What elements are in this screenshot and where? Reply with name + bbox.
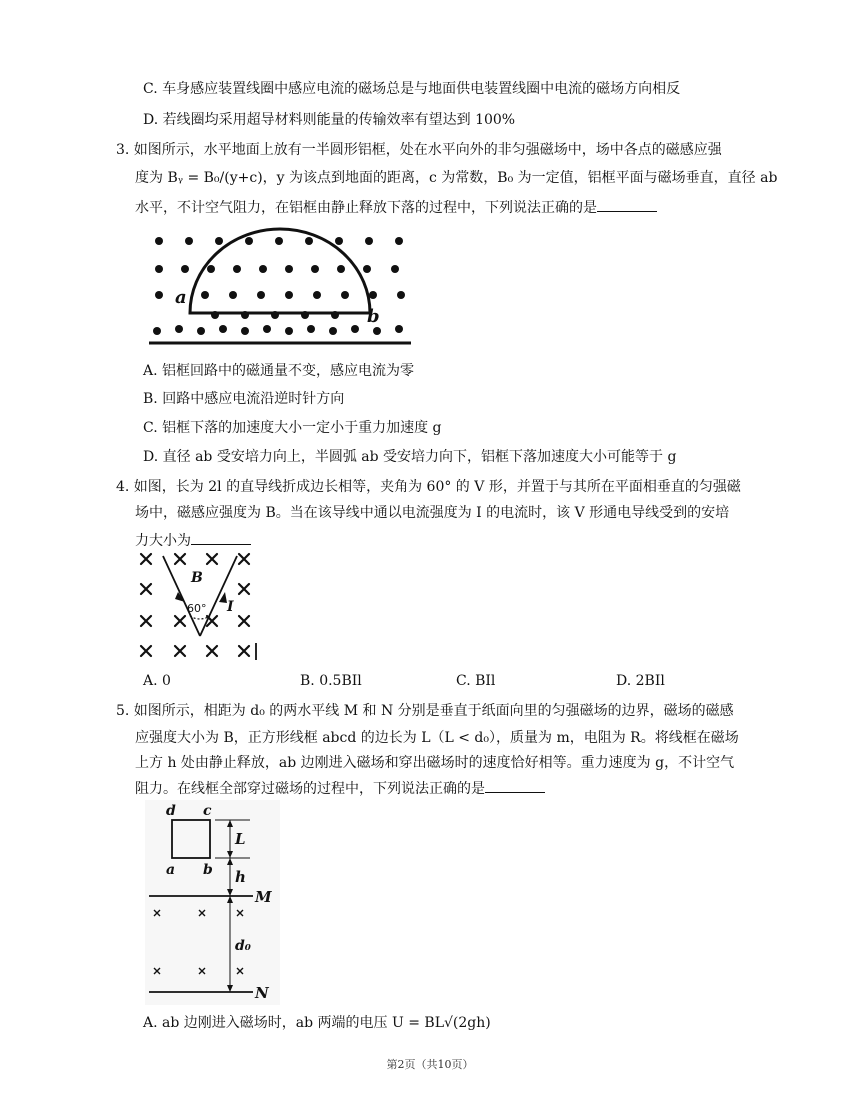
page-footer: 第2页（共10页）: [386, 1058, 474, 1071]
q3-option-a: A. 铝框回路中的磁通量不变，感应电流为零: [143, 363, 415, 379]
label-I: I: [227, 599, 234, 615]
q5-option-a: A. ab 边刚进入磁场时，ab 两端的电压 U = BL√(2gh): [143, 1015, 491, 1031]
q3-stem-line3: 水平，不计空气阻力，在铝框由静止释放下落的过程中，下列说法正确的是: [135, 197, 657, 218]
q3-option-d: D. 直径 ab 受安培力向上，半圆弧 ab 受安培力向下，铝框下落加速度大小可能等于 g: [143, 449, 677, 465]
label-M: M: [255, 888, 272, 906]
q4-option-d: D. 2BIl: [616, 673, 665, 689]
q3-option-b: B. 回路中感应电流沿逆时针方向: [143, 391, 345, 407]
q5-stem-line2: 应强度大小为 B，正方形线框 abcd 的边长为 L（L < d₀），质量为 m，电阻为 R。将线框在磁场: [135, 730, 739, 746]
q4-option-c: C. BIl: [456, 673, 496, 689]
q3-stem-line1: 3. 如图所示，水平地面上放有一半圆形铝框，处在水平向外的非匀强磁场中，场中各点的磁感应强: [116, 142, 722, 158]
q4-stem-line3: 力大小为: [135, 530, 251, 551]
label-L: L: [235, 830, 246, 848]
label-c: c: [203, 803, 212, 819]
q3-figure: [145, 227, 415, 347]
q5-stem-line1: 5. 如图所示，相距为 d₀ 的两水平线 M 和 N 分别是垂直于纸面向里的匀强磁场的边界，磁场的磁感: [116, 703, 734, 719]
q5-stem-line3: 上方 h 处由静止释放，ab 边刚进入磁场和穿出磁场时的速度恰好相等。重力速度为 g，不计空气: [135, 755, 735, 771]
q4-option-a: A. 0: [143, 673, 171, 689]
label-N: N: [255, 984, 269, 1002]
q2-option-d: D. 若线圈均采用超导材料则能量的传输效率有望达到 100%: [143, 112, 516, 128]
label-angle: 60°: [187, 602, 207, 615]
answer-blank: [485, 778, 545, 793]
q4-stem-line2: 场中，磁感应强度为 B。当在该导线中通以电流强度为 I 的电流时，该 V 形通电导线受到的安培: [135, 505, 730, 521]
label-d: d: [166, 803, 176, 819]
label-b: b: [367, 306, 380, 327]
q4-figure: [135, 550, 260, 662]
v-wire-right: [200, 556, 237, 636]
q5-stem-line4: 阻力。在线框全部穿过磁场的过程中，下列说法正确的是: [135, 778, 545, 799]
q5-figure: [145, 800, 280, 1005]
q3-stem-line2: 度为 Bᵧ = B₀/(y+c)，y 为该点到地面的距离，c 为常数，B₀ 为一定值，铝框平面与磁场垂直，直径 ab: [135, 170, 778, 186]
label-a: a: [175, 287, 187, 308]
answer-blank: [597, 197, 657, 212]
q4-stem-line1: 4. 如图，长为 2l 的直导线折成边长相等，夹角为 60° 的 V 形，并置于与其所在平面相垂直的匀强磁: [116, 479, 741, 495]
label-d0: d₀: [235, 938, 251, 954]
label-h: h: [235, 868, 246, 886]
label-b: b: [203, 862, 213, 878]
q2-option-c: C. 车身感应装置线圈中感应电流的磁场总是与地面供电装置线圈中电流的磁场方向相反: [143, 81, 681, 97]
q4-option-b: B. 0.5BIl: [300, 673, 362, 689]
label-a: a: [166, 862, 176, 878]
answer-blank: [191, 530, 251, 545]
label-B: B: [191, 570, 203, 586]
q3-option-c: C. 铝框下落的加速度大小一定小于重力加速度 g: [143, 420, 442, 436]
